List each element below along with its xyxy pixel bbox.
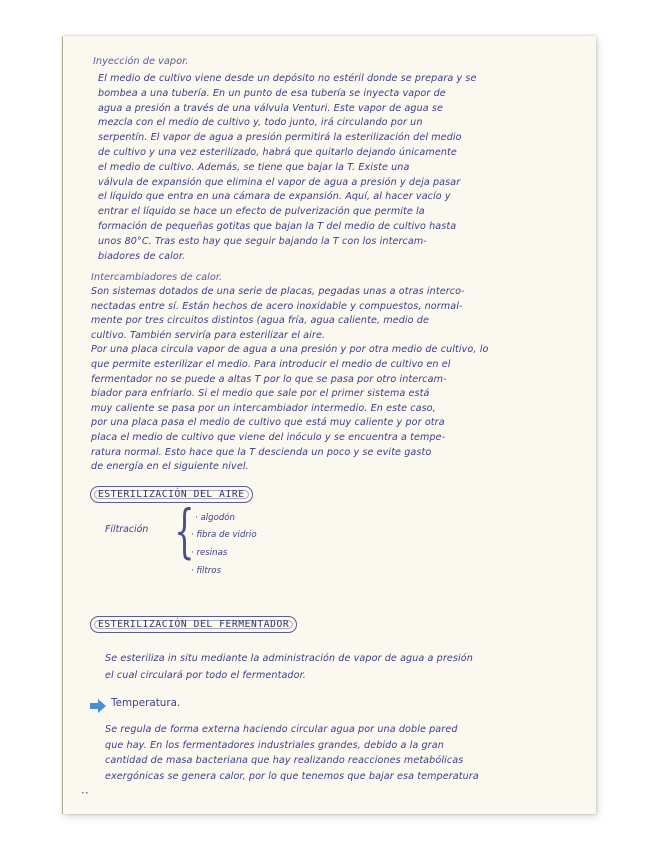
esterilizacion-fermentador-title: ESTERILIZACIÓN DEL FERMENTADOR <box>98 619 290 630</box>
text-line: agua a presión a través de una válvula Venturi. Este vapor de agua se <box>98 102 443 114</box>
heading-vapor: Inyección de vapor. <box>93 56 189 67</box>
text-line: Por una placa circula vapor de agua a una presión y por otra medio de cultivo, lo <box>91 344 489 356</box>
text-line: que permite esterilizar el medio. Para introducir el medio de cultivo en el <box>91 359 451 370</box>
text-line: Se regula de forma externa haciendo circular agua por una doble pared <box>105 724 458 735</box>
filtration-item: · filtros <box>191 566 222 576</box>
text-line: El medio de cultivo viene desde un depósito no estéril donde se prepara y se <box>98 73 477 84</box>
text-line: el cual circulará por todo el fermentador. <box>105 669 306 681</box>
filtracion-label: Filtración <box>105 524 149 535</box>
text-line: muy caliente se pasa por un intercambiador intermedio. En este caso, <box>91 402 436 414</box>
margin-dots: ·· <box>81 786 89 800</box>
esterilizacion-aire-title: ESTERILIZACIÓN DEL AIRE <box>98 489 245 500</box>
text-line: válvula de expansión que elimina el vapor de agua a presión y deja pasar <box>98 176 461 188</box>
text-line: biadores de calor. <box>98 250 186 262</box>
text-line: por una placa pasa el medio de cultivo que está muy caliente y por otra <box>91 417 445 429</box>
notebook-page <box>63 36 596 814</box>
text-line: fermentador no se puede a altas T por lo que se pasa por otro intercam- <box>91 373 447 385</box>
text-line: Se esteriliza in situ mediante la administración de vapor de agua a presión <box>105 653 473 664</box>
text-line: de cultivo y una vez esterilizado, habrá que quitarlo dejando únicamente <box>98 147 457 158</box>
arrow-icon <box>89 698 107 717</box>
text-line: unos 80°C. Tras esto hay que seguir bajando la T con los intercam- <box>98 235 427 247</box>
brace: { <box>174 497 195 565</box>
text-line: bombea a una tubería. En un punto de esa tubería se inyecta vapor de <box>98 87 446 99</box>
text-line: el líquido que entra en una cámara de expansión. Aquí, al hacer vacío y <box>98 191 451 203</box>
filtration-item: · resinas <box>191 548 228 558</box>
text-line: biador para enfriarlo. Si el medio que sale por el primer sistema está <box>91 388 430 400</box>
text-line: mezcla con el medio de cultivo y, todo junto, irá circulando por un <box>98 117 423 129</box>
heading-intercambiadores: Intercambiadores de calor. <box>91 272 223 283</box>
text-line: Son sistemas dotados de una serie de placas, pegadas unas a otras interco- <box>91 286 465 297</box>
esterilizacion-aire-box <box>90 486 253 503</box>
text-line: el medio de cultivo. Además, se tiene que bajar la T. Existe una <box>98 161 410 173</box>
text-line: formación de pequeñas gotitas que bajan la T del medio de cultivo hasta <box>98 221 457 232</box>
text-line: exergónicas se genera calor, por lo que tenemos que bajar esa temperatura <box>105 770 479 782</box>
text-line: cultivo. También serviría para esterilizar el aire. <box>91 329 326 341</box>
text-line: placa el medio de cultivo que viene del inóculo y se encuentra a tempe- <box>91 432 446 443</box>
text-line: cantidad de masa bacteriana que hay realizando reacciones metabólicas <box>105 755 464 766</box>
esterilizacion-fermentador-box <box>90 616 297 633</box>
text-line: de energía en el siguiente nivel. <box>91 461 249 473</box>
text-line: nectadas entre sí. Están hechos de acero inoxidable y compuestos, normal- <box>91 300 463 312</box>
text-line: que hay. En los fermentadores industriales grandes, debido a la gran <box>105 739 444 751</box>
text-line: entrar el líquido se hace un efecto de pulverización que permite la <box>98 206 425 218</box>
text-line: ratura normal. Esto hace que la T descienda un poco y se evite gasto <box>91 446 432 458</box>
text-line: serpentín. El vapor de agua a presión permitirá la esterilización del medio <box>98 132 462 144</box>
filtration-item: · algodón <box>195 513 235 523</box>
text-line: mente por tres circuitos distintos (agua fría, agua caliente, medio de <box>91 315 429 327</box>
filtration-item: · fibra de vidrio <box>191 530 257 540</box>
heading-temperatura: Temperatura. <box>111 697 181 709</box>
